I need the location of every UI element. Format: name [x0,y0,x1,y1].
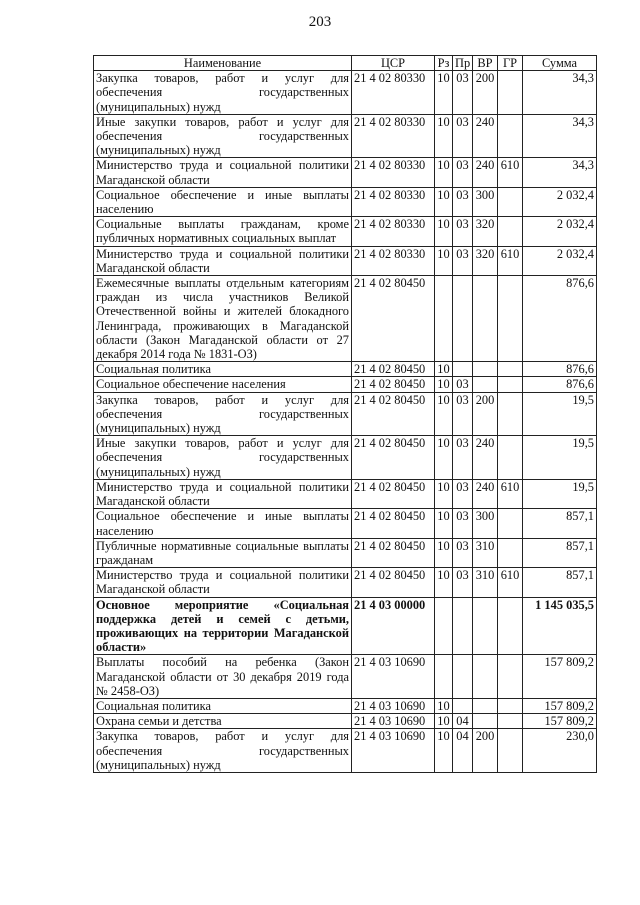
cell-rz: 10 [435,729,453,773]
cell-csr: 21 4 02 80330 [352,217,435,246]
cell-pr: 03 [453,479,473,508]
table-row [94,538,597,567]
cell-vr: 320 [473,246,498,275]
cell-sum: 857,1 [523,568,597,597]
cell-csr: 21 4 02 80330 [352,246,435,275]
cell-rz [435,597,453,655]
cell-name: Публичные нормативные социальные выплаты гражданам [94,538,352,567]
cell-csr: 21 4 02 80450 [352,538,435,567]
cell-gr [498,698,523,713]
cell-vr: 240 [473,114,498,158]
cell-name: Социальная политика [94,698,352,713]
cell-gr: 610 [498,158,523,187]
cell-pr: 04 [453,729,473,773]
cell-csr: 21 4 03 00000 [352,597,435,655]
header-rz: Рз [435,56,453,71]
cell-vr [473,655,498,699]
header-csr: ЦСР [352,56,435,71]
cell-rz: 10 [435,714,453,729]
cell-csr: 21 4 02 80450 [352,568,435,597]
cell-gr [498,509,523,538]
cell-vr: 200 [473,729,498,773]
header-vr: ВР [473,56,498,71]
cell-pr: 03 [453,217,473,246]
cell-name: Министерство труда и социальной политики Магаданской области [94,568,352,597]
cell-pr: 03 [453,509,473,538]
cell-gr [498,114,523,158]
table-row [94,377,597,392]
cell-csr: 21 4 02 80330 [352,71,435,115]
cell-vr: 310 [473,568,498,597]
cell-pr: 03 [453,568,473,597]
cell-sum: 876,6 [523,276,597,362]
cell-csr: 21 4 02 80330 [352,114,435,158]
cell-csr: 21 4 03 10690 [352,714,435,729]
cell-rz [435,655,453,699]
cell-sum: 2 032,4 [523,187,597,216]
cell-name: Социальные выплаты гражданам, кроме публичных нормативных социальных выплат [94,217,352,246]
cell-vr: 300 [473,509,498,538]
table-row [94,362,597,377]
cell-sum: 19,5 [523,392,597,436]
cell-name: Социальная политика [94,362,352,377]
cell-pr: 03 [453,71,473,115]
cell-gr [498,597,523,655]
cell-gr [498,362,523,377]
table-row [94,71,597,115]
cell-vr: 240 [473,479,498,508]
header-name: Наименование [94,56,352,71]
table-row [94,479,597,508]
cell-rz: 10 [435,114,453,158]
cell-sum: 1 145 035,5 [523,597,597,655]
cell-vr [473,714,498,729]
cell-sum: 157 809,2 [523,714,597,729]
cell-pr [453,597,473,655]
cell-sum: 19,5 [523,436,597,480]
table-row [94,276,597,362]
cell-gr: 610 [498,246,523,275]
cell-sum: 34,3 [523,158,597,187]
cell-csr: 21 4 02 80450 [352,276,435,362]
cell-csr: 21 4 02 80450 [352,362,435,377]
cell-name: Ежемесячные выплаты отдельным категориям граждан из числа участников Великой Отечественной войны и жителей блокадного Ленинграда, проживающих в Магаданской области (Закон Магаданской области от 27 декабря 2014 года № 1831-ОЗ) [94,276,352,362]
table-row [94,114,597,158]
cell-gr [498,276,523,362]
cell-csr: 21 4 03 10690 [352,655,435,699]
cell-vr: 200 [473,71,498,115]
cell-vr: 240 [473,158,498,187]
cell-csr: 21 4 02 80330 [352,187,435,216]
cell-sum: 19,5 [523,479,597,508]
cell-rz: 10 [435,436,453,480]
cell-pr: 04 [453,714,473,729]
cell-name: Министерство труда и социальной политики Магаданской области [94,246,352,275]
cell-rz: 10 [435,538,453,567]
cell-vr [473,698,498,713]
cell-name: Социальное обеспечение населения [94,377,352,392]
cell-rz: 10 [435,568,453,597]
cell-sum: 876,6 [523,377,597,392]
table-row [94,158,597,187]
cell-pr [453,276,473,362]
cell-name: Социальное обеспечение и иные выплаты населению [94,509,352,538]
cell-sum: 230,0 [523,729,597,773]
cell-csr: 21 4 03 10690 [352,729,435,773]
cell-gr [498,538,523,567]
cell-csr: 21 4 02 80450 [352,509,435,538]
cell-name: Закупка товаров, работ и услуг для обеспечения государственных (муниципальных) нужд [94,71,352,115]
cell-vr: 310 [473,538,498,567]
header-sum: Сумма [523,56,597,71]
cell-vr [473,276,498,362]
cell-sum: 157 809,2 [523,655,597,699]
cell-vr: 240 [473,436,498,480]
cell-name: Иные закупки товаров, работ и услуг для обеспечения государственных (муниципальных) нужд [94,436,352,480]
cell-gr [498,436,523,480]
page-number: 203 [308,14,332,30]
cell-gr: 610 [498,568,523,597]
cell-rz: 10 [435,158,453,187]
budget-table [93,55,597,773]
cell-vr: 320 [473,217,498,246]
cell-name: Закупка товаров, работ и услуг для обеспечения государственных (муниципальных) нужд [94,392,352,436]
cell-pr: 03 [453,246,473,275]
cell-pr [453,698,473,713]
table-row [94,187,597,216]
cell-sum: 2 032,4 [523,217,597,246]
cell-pr: 03 [453,392,473,436]
cell-gr [498,71,523,115]
cell-pr: 03 [453,158,473,187]
cell-name: Социальное обеспечение и иные выплаты населению [94,187,352,216]
cell-sum: 857,1 [523,509,597,538]
cell-csr: 21 4 02 80450 [352,392,435,436]
cell-gr [498,729,523,773]
table-header-row [94,56,597,71]
cell-name: Основное мероприятие «Социальная поддержка детей и семей с детьми, проживающих на территории Магаданской области» [94,597,352,655]
table-row [94,655,597,699]
cell-rz: 10 [435,246,453,275]
cell-csr: 21 4 02 80450 [352,377,435,392]
table-row [94,217,597,246]
cell-pr: 03 [453,436,473,480]
cell-rz: 10 [435,187,453,216]
cell-vr: 200 [473,392,498,436]
table-row [94,729,597,773]
cell-pr: 03 [453,377,473,392]
cell-name: Министерство труда и социальной политики Магаданской области [94,158,352,187]
cell-csr: 21 4 02 80330 [352,158,435,187]
cell-csr: 21 4 02 80450 [352,436,435,480]
cell-name: Иные закупки товаров, работ и услуг для обеспечения государственных (муниципальных) нужд [94,114,352,158]
cell-pr: 03 [453,114,473,158]
cell-sum: 34,3 [523,114,597,158]
table-row [94,597,597,655]
cell-gr [498,655,523,699]
cell-pr [453,655,473,699]
cell-rz: 10 [435,217,453,246]
table-row [94,436,597,480]
cell-gr [498,217,523,246]
cell-sum: 857,1 [523,538,597,567]
cell-rz: 10 [435,362,453,377]
cell-gr: 610 [498,479,523,508]
cell-csr: 21 4 02 80450 [352,479,435,508]
cell-rz: 10 [435,377,453,392]
table-row [94,392,597,436]
table-row [94,509,597,538]
cell-sum: 157 809,2 [523,698,597,713]
cell-vr [473,377,498,392]
cell-pr [453,362,473,377]
table-row [94,714,597,729]
cell-gr [498,392,523,436]
cell-sum: 876,6 [523,362,597,377]
cell-gr [498,714,523,729]
cell-name: Закупка товаров, работ и услуг для обеспечения государственных (муниципальных) нужд [94,729,352,773]
cell-rz: 10 [435,71,453,115]
table-body [94,71,597,773]
cell-vr [473,362,498,377]
cell-name: Выплаты пособий на ребенка (Закон Магаданской области от 30 декабря 2019 года № 2458-ОЗ) [94,655,352,699]
cell-name: Охрана семьи и детства [94,714,352,729]
header-pr: Пр [453,56,473,71]
cell-csr: 21 4 03 10690 [352,698,435,713]
table-row [94,246,597,275]
cell-gr [498,377,523,392]
cell-pr: 03 [453,538,473,567]
cell-vr [473,597,498,655]
cell-rz: 10 [435,392,453,436]
cell-rz: 10 [435,509,453,538]
cell-gr [498,187,523,216]
cell-pr: 03 [453,187,473,216]
cell-sum: 34,3 [523,71,597,115]
table-row [94,568,597,597]
cell-rz [435,276,453,362]
table-row [94,698,597,713]
cell-sum: 2 032,4 [523,246,597,275]
cell-vr: 300 [473,187,498,216]
header-gr: ГР [498,56,523,71]
cell-rz: 10 [435,698,453,713]
cell-name: Министерство труда и социальной политики Магаданской области [94,479,352,508]
cell-rz: 10 [435,479,453,508]
